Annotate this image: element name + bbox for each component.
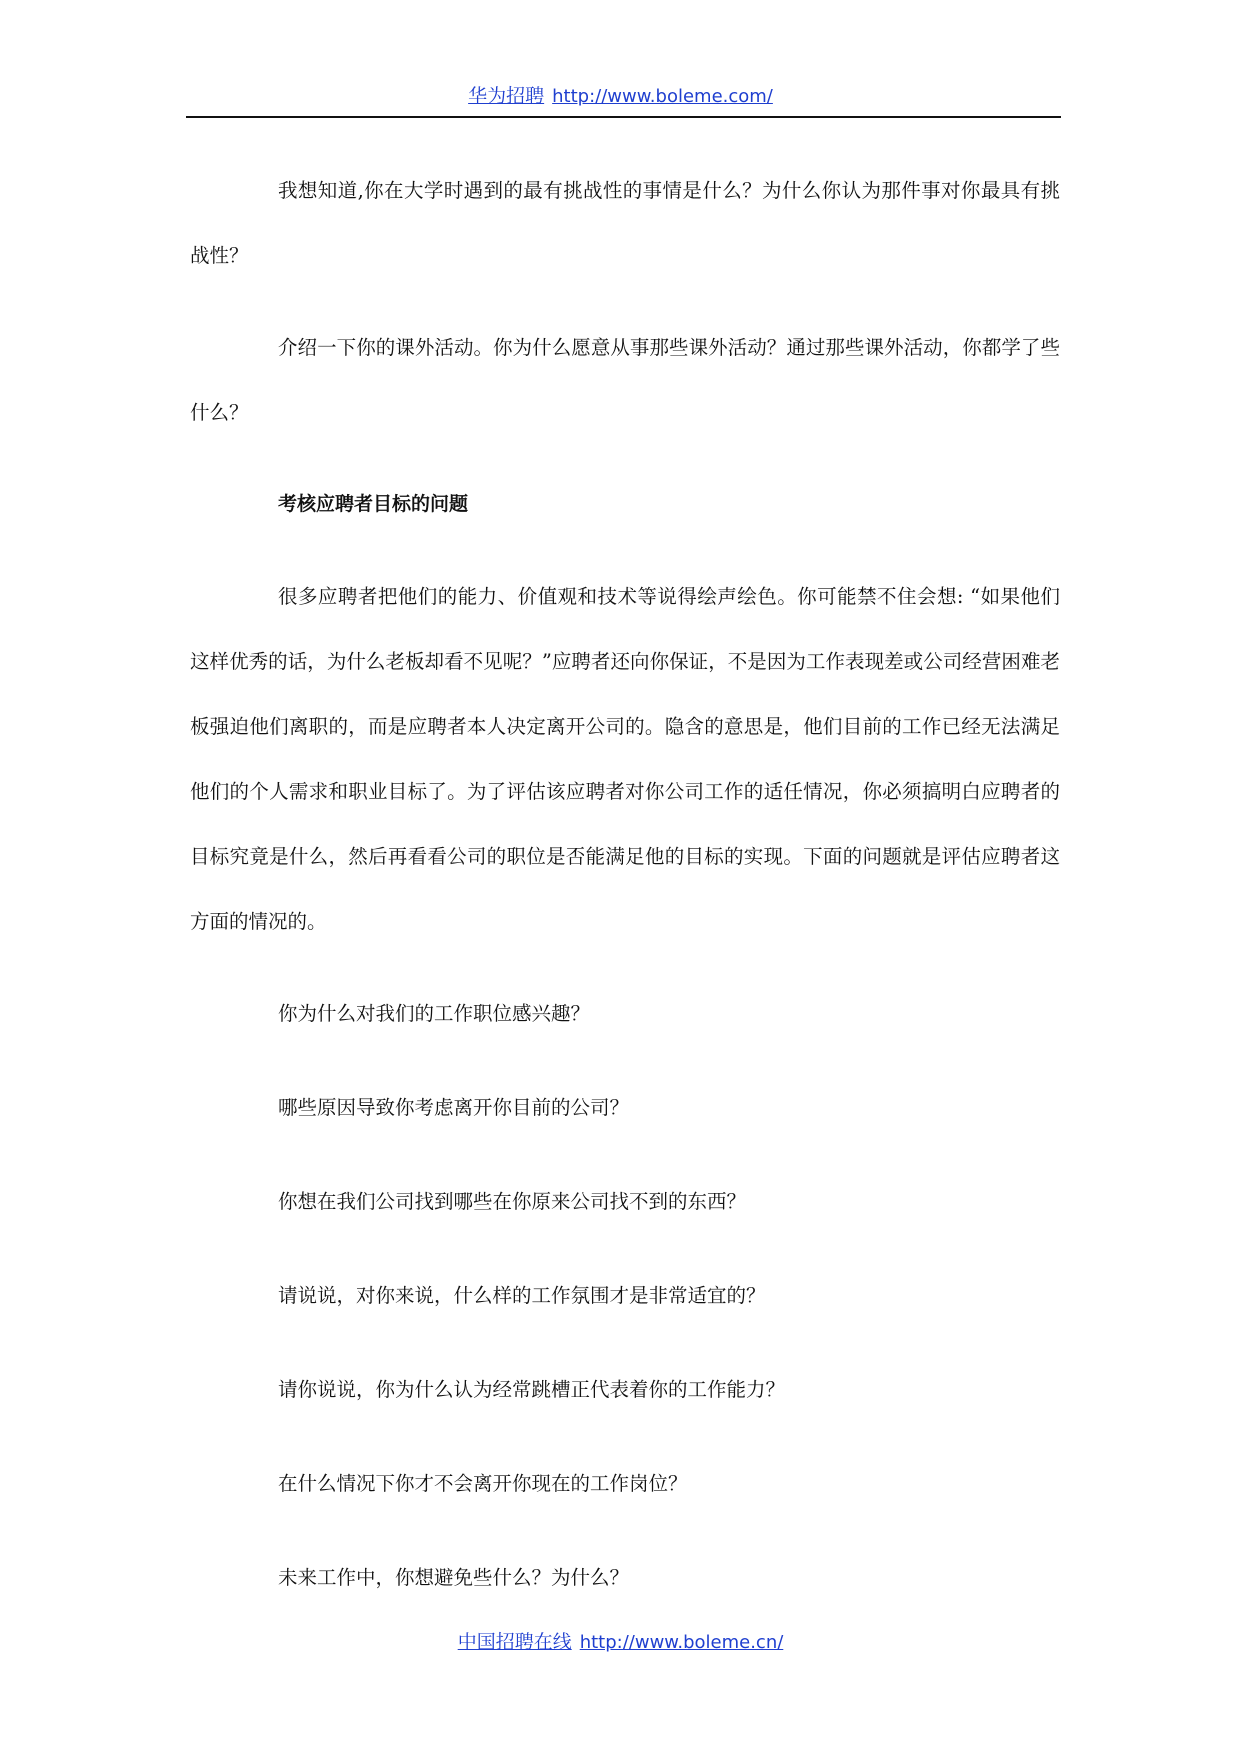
- paragraph-extracurricular: 介绍一下你的课外活动。你为什么愿意从事那些课外活动？通过那些课外活动，你都学了些什么？: [190, 336, 1060, 424]
- paragraph-goals-intro: 很多应聘者把他们的能力、价值观和技术等说得绘声绘色。你可能禁不住会想: “如果他们这样优秀的话，为什么老板却看不见呢？”应聘者还向你保证，不是因为工作表现差或公司经营困难老板强迫他们离职的，而是应聘者本人决定离开公司的。隐含的意思是，他们目前的工作已经无法满足他们的个人需求和职业目标了。为了评估该应聘者对你公司工作的适任情况，你必须搞明白应聘者的目标究竟是什么，然后再看看公司的职位是否能满足他的目标的实现。下面的问题就是评估应聘者这方面的情况的。: [190, 585, 1060, 933]
- question-item: 在什么情况下你才不会离开你现在的工作岗位？: [278, 1472, 688, 1495]
- footer-url-link[interactable]: http://www.boleme.cn/: [579, 1632, 784, 1653]
- page-footer: [0, 1630, 1241, 1655]
- question-item: 你想在我们公司找到哪些在你原来公司找不到的东西？: [278, 1190, 747, 1213]
- question-item: 请你说说，你为什么认为经常跳槽正代表着你的工作能力？: [278, 1378, 786, 1401]
- question-item: 哪些原因导致你考虑离开你目前的公司？: [278, 1096, 630, 1119]
- question-item: 未来工作中，你想避免些什么？为什么？: [278, 1566, 630, 1589]
- header-divider: [186, 116, 1061, 118]
- header-url-link[interactable]: http://www.boleme.com/: [552, 86, 773, 107]
- question-item: 你为什么对我们的工作职位感兴趣？: [278, 1002, 591, 1025]
- section-heading: 考核应聘者目标的问题: [278, 493, 469, 515]
- page-header: [0, 84, 1241, 109]
- document-body: [190, 158, 1060, 1639]
- question-item: 请说说，对你来说，什么样的工作氛围才是非常适宜的？: [278, 1284, 766, 1307]
- paragraph-challenge: 我想知道,你在大学时遇到的最有挑战性的事情是什么？为什么你认为那件事对你最具有挑战性？: [190, 179, 1060, 267]
- header-site-link[interactable]: 华为招聘: [468, 85, 545, 107]
- footer-site-link[interactable]: 中国招聘在线: [457, 1631, 572, 1653]
